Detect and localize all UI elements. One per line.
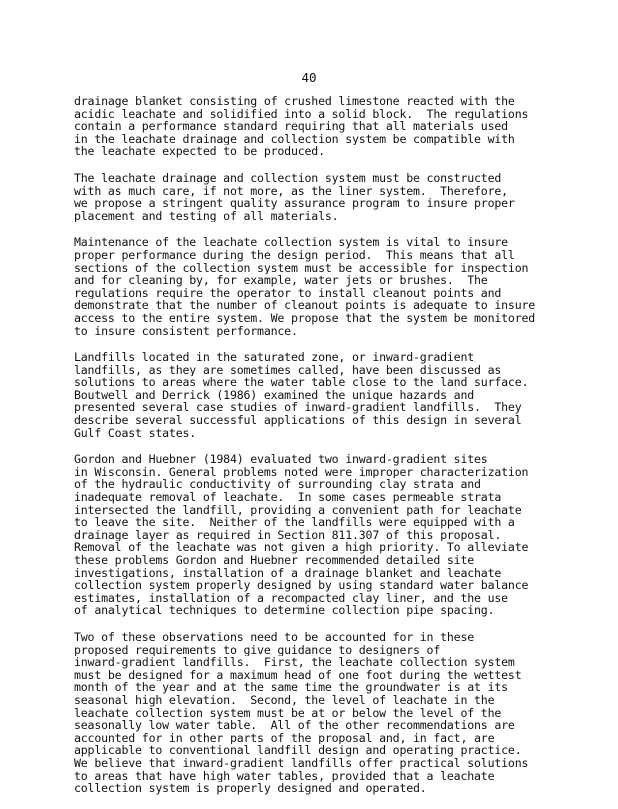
paragraph xyxy=(74,631,554,795)
text-line: Removal of the leachate was not given a high priority. To alleviate xyxy=(74,541,529,554)
text-line: to insure consistent performance. xyxy=(74,324,298,338)
text-line: in the leachate drainage and collection system be compatible with xyxy=(74,132,515,146)
text-line: proper performance during the design period. This means that all xyxy=(74,248,515,262)
text-line: to areas that have high water tables, provided that a leachate xyxy=(74,769,495,783)
paragraph xyxy=(74,95,554,158)
text-line: Two of these observations need to be accounted for in these xyxy=(74,630,475,644)
text-line: demonstrate that the number of cleanout points is adequate to insure xyxy=(74,299,536,312)
text-line: We believe that inward-gradient landfills offer practical solutions xyxy=(74,756,529,770)
text-line: Gulf Coast states. xyxy=(74,426,197,440)
text-line: contain a performance standard requiring that all materials used xyxy=(74,120,508,133)
text-line: inward-gradient landfills. First, the leachate collection system xyxy=(74,656,515,669)
page-number: 40 xyxy=(301,70,317,85)
text-line: collection system properly designed by using standard water balance xyxy=(74,579,529,592)
text-line: presented several case studies of inward-gradient landfills. They xyxy=(74,401,522,415)
paragraph xyxy=(74,172,554,222)
text-line: drainage layer as required in Section 811.307 of this proposal. xyxy=(74,528,502,542)
text-line: we propose a stringent quality assurance program to insure proper xyxy=(74,197,515,210)
text-line: these problems Gordon and Huebner recommended detailed site xyxy=(74,554,475,567)
text-line: month of the year and at the same time the groundwater is at its xyxy=(74,681,508,694)
text-line: placement and testing of all materials. xyxy=(74,209,339,223)
text-line: in Wisconsin. General problems noted were improper characterization xyxy=(74,465,529,479)
text-line: Maintenance of the leachate collection system is vital to insure xyxy=(74,236,508,249)
text-line: with as much care, if not more, as the liner system. Therefore, xyxy=(74,184,508,198)
text-line: applicable to conventional landfill design and operating practice. xyxy=(74,744,522,757)
text-line: leachate collection system must be at or below the level of the xyxy=(74,706,502,720)
text-line: seasonally low water table. All of the other recommendations are xyxy=(74,719,515,732)
text-line: Gordon and Huebner (1984) evaluated two inward-gradient sites xyxy=(74,453,488,466)
text-line: solutions to areas where the water table close to the land surface. xyxy=(74,376,529,389)
text-line: Boutwell and Derrick (1986) examined the unique hazards and xyxy=(74,388,475,402)
text-line: investigations, installation of a drainage blanket and leachate xyxy=(74,566,502,580)
text-line: describe several successful applications of this design in several xyxy=(74,414,522,427)
document-body xyxy=(74,95,554,809)
text-line: drainage blanket consisting of crushed limestone reacted with the xyxy=(74,95,515,108)
text-line: the leachate expected to be produced. xyxy=(74,145,325,158)
text-line: regulations require the operator to install cleanout points and xyxy=(74,286,502,300)
text-line: Landfills located in the saturated zone, or inward-gradient xyxy=(74,351,475,364)
text-line: and for cleaning by, for example, water jets or brushes. The xyxy=(74,274,488,287)
text-line: of analytical techniques to determine collection pipe spacing. xyxy=(74,604,495,617)
text-line: intersected the landfill, providing a convenient path for leachate xyxy=(74,503,522,517)
paragraph xyxy=(74,236,554,337)
text-line: of the hydraulic conductivity of surrounding clay strata and xyxy=(74,478,481,492)
text-line: to leave the site. Neither of the landfills were equipped with a xyxy=(74,516,515,529)
text-line: inadequate removal of leachate. In some cases permeable strata xyxy=(74,491,502,504)
text-line: sections of the collection system must be accessible for inspection xyxy=(74,261,529,275)
text-line: access to the entire system. We propose that the system be monitored xyxy=(74,311,536,325)
text-line: estimates, installation of a recompacted clay liner, and the use xyxy=(74,591,508,605)
text-line: landfills, as they are sometimes called, have been discussed as xyxy=(74,363,502,377)
text-line: acidic leachate and solidified into a solid block. The regulations xyxy=(74,107,529,121)
text-line: proposed requirements to give guidance to designers of xyxy=(74,643,441,657)
text-line: collection system is properly designed and operated. xyxy=(74,782,427,795)
text-line: seasonal high elevation. Second, the level of leachate in the xyxy=(74,693,495,707)
paragraph xyxy=(74,351,554,439)
text-line: The leachate drainage and collection system must be constructed xyxy=(74,171,502,185)
text-line: must be designed for a maximum head of one foot during the wettest xyxy=(74,668,522,682)
paragraph xyxy=(74,453,554,617)
text-line: accounted for in other parts of the proposal and, in fact, are xyxy=(74,731,495,745)
